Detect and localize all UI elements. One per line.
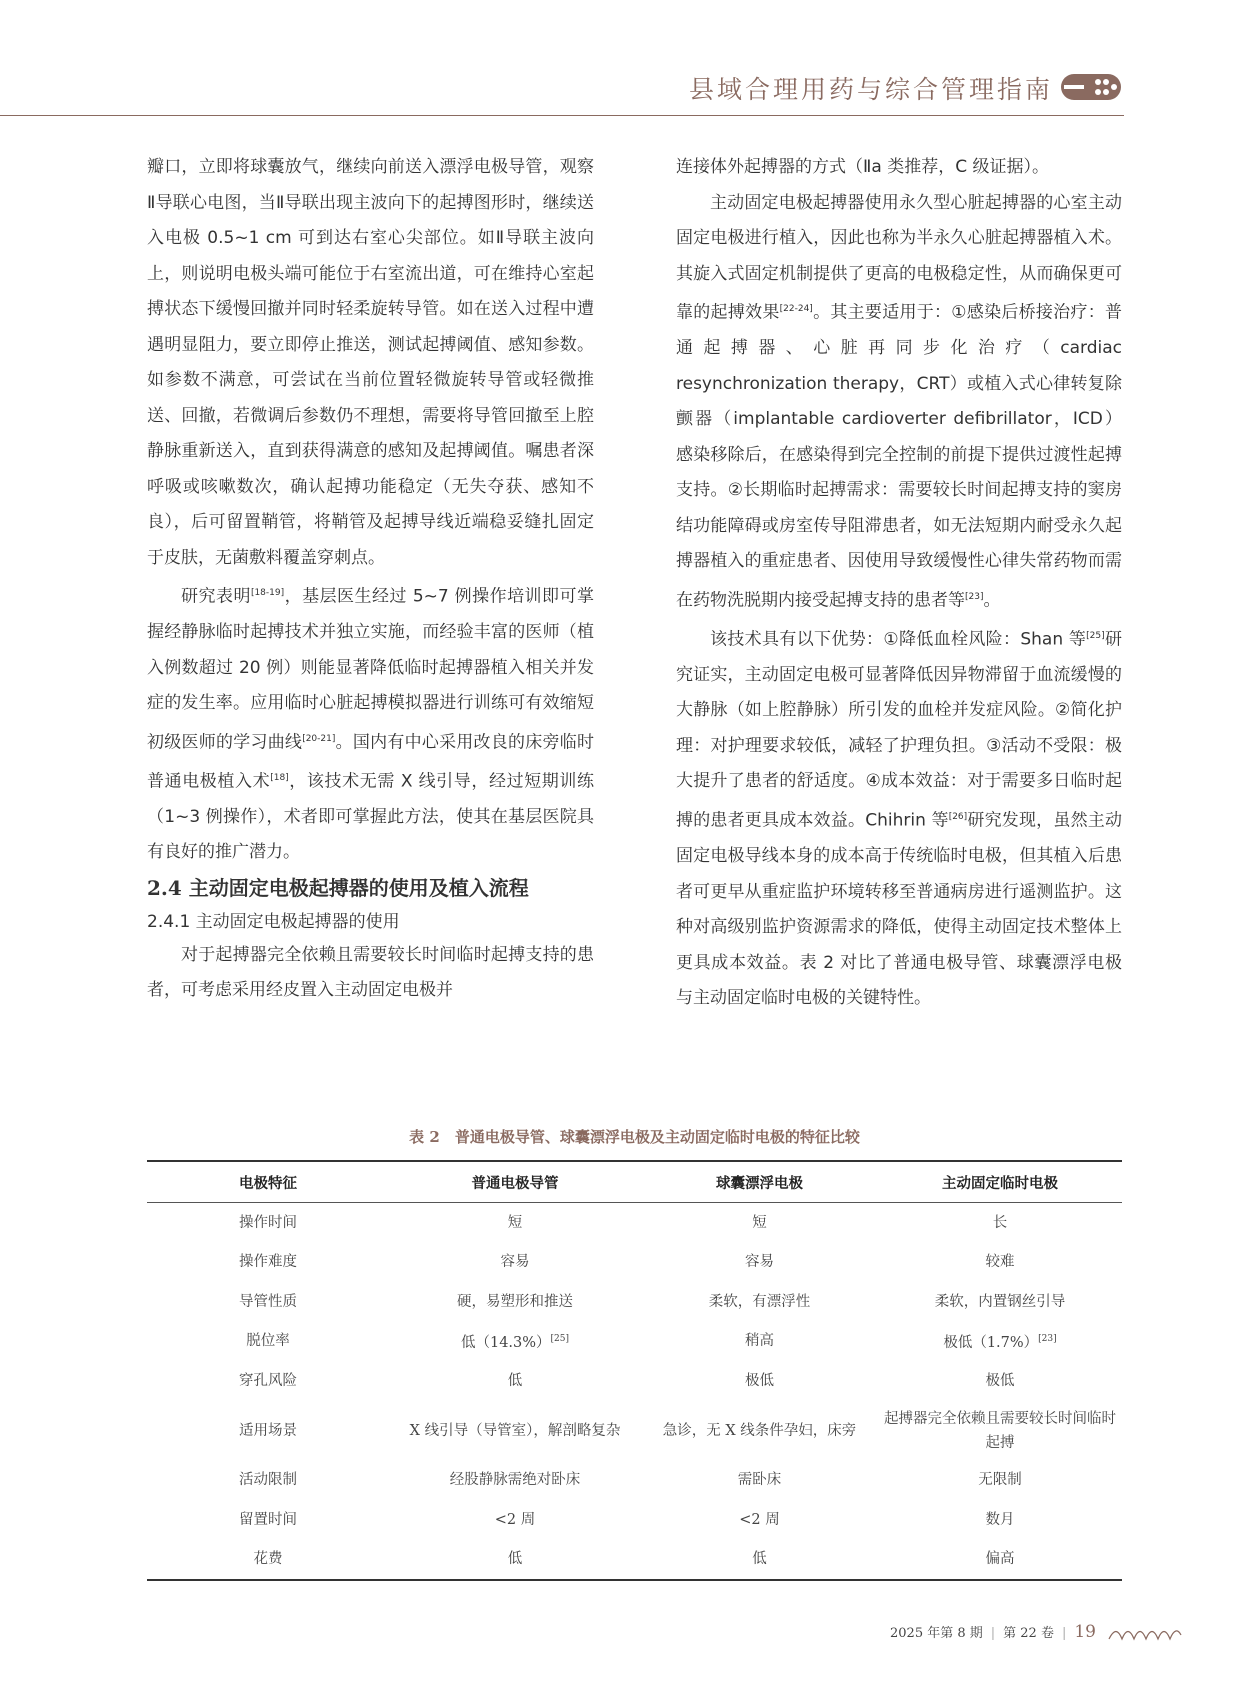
table-cell: 起搏器完全依赖且需要较长时间临时起搏 xyxy=(884,1410,1116,1451)
table-row xyxy=(147,1500,1122,1540)
wave-ornament-icon xyxy=(1108,1627,1182,1641)
citation: [23] xyxy=(1038,1334,1057,1345)
table-cell: 较难 xyxy=(985,1254,1015,1271)
table-cell: 操作时间 xyxy=(239,1214,297,1231)
table-cell: 极低 xyxy=(745,1372,774,1389)
comparison-table xyxy=(147,1160,1122,1581)
table-cell: 操作难度 xyxy=(239,1254,297,1271)
table-cell: 无限制 xyxy=(978,1472,1022,1489)
citation: [20-21] xyxy=(302,733,336,744)
table-row xyxy=(147,1203,1122,1243)
table-cell: 适用场景 xyxy=(239,1422,297,1439)
table-cell: 短 xyxy=(507,1214,523,1231)
table-cell: 脱位率 xyxy=(246,1333,290,1350)
volume-info: 第 22 卷 xyxy=(1003,1626,1054,1641)
table-cell: 长 xyxy=(992,1214,1008,1231)
paragraph: 瓣口，立即将球囊放气，继续向前送入漂浮电极导管，观察Ⅱ导联心电图，当Ⅱ导联出现主波向下的起搏图形时，继续送入电极 0.5~1 cm 可到达右室心尖部位。如Ⅱ导联主波向上，则说明电极头端可能位于右室流出道，可在维持心室起搏状态下缓慢回撤并同时轻柔旋转导管。如在送入过程中遭遇明显阻力，要立即停止推送，测试起搏阈值、感知参数。如参数不满意，可尝试在当前位置轻微旋转导管或轻微推送、回撤，若微调后参数仍不理想，需要将导管回撤至上腔静脉重新送入，直到获得满意的感知及起搏阈值。嘱患者深呼吸或咳嗽数次，确认起搏功能稳定（无失夺获、感知不良），后可留置鞘管，将鞘管及起搏导线近端稳妥缝扎固定于皮肤，无菌敷料覆盖穿刺点。 xyxy=(147,157,594,568)
issue-info: 2025 年第 8 期 xyxy=(890,1626,983,1641)
citation: [18-19] xyxy=(250,588,285,598)
citation: [18] xyxy=(270,772,289,783)
table-cell: 低 xyxy=(752,1551,767,1568)
table-cell: 容易 xyxy=(500,1254,530,1271)
paragraph: 对于起搏器完全依赖且需要较长时间临时起搏支持的患者，可考虑采用经皮置入主动固定电极并 xyxy=(147,944,594,1001)
table-cell: 低 xyxy=(507,1372,523,1389)
table-row xyxy=(147,1282,1122,1322)
paragraph: 主动固定电极起搏器使用永久型心脏起搏器的心室主动固定电极进行植入，因此也称为半永久心脏起搏器植入术。其旋入式固定机制提供了更高的电极稳定性，从而确保更可靠的起搏效果[22-24]。其主要适用于：①感染后桥接治疗：普通起搏器、心脏再同步化治疗（cardiac resynchronization therapy，CRT）或植入式心律转复除颤器（implantable cardioverter defibrillator，ICD）感染移除后，在感染得到完全控制的前提下提供过渡性起搏支持。②长期临时起搏需求：需要较长时间起搏支持的窦房结功能障碍或房室传导阻滞患者，如无法短期内耐受永久起搏器植入的重症患者、因使用导致缓慢性心律失常药物而需在药物洗脱期内接受起搏支持的患者等[23]。 xyxy=(676,192,1122,611)
table-row xyxy=(147,1243,1122,1283)
table-cell: <2 周 xyxy=(739,1511,780,1528)
page-number: 19 xyxy=(1074,1622,1096,1642)
table-cell: 柔软，内置钢丝引导 xyxy=(934,1293,1066,1310)
citation: [25] xyxy=(550,1334,570,1345)
table-cell: <2 周 xyxy=(494,1511,536,1528)
page-footer: 2025 年第 8 期 | 第 22 卷 | 19 xyxy=(890,1622,1220,1642)
table-cell: 柔软，有漂浮性 xyxy=(708,1293,811,1310)
table-cell: 活动限制 xyxy=(239,1472,297,1489)
column-header: 球囊漂浮电极 xyxy=(641,1161,878,1203)
paragraph: 研究表明[18-19]，基层医生经过 5~7 例操作培训即可掌握经静脉临时起搏技术并独立实施，而经验丰富的医师（植入例数超过 20 例）则能显著降低临时起搏器植入相关并发症的发生率。应用临时心脏起搏模拟器进行训练可有效缩短初级医师的学习曲线[20-21]。国内有中心采用改良的床旁临时普通电极植入术[18]，该技术无需 X 线引导，经过短期训练（1~3 例操作），术者即可掌握此方法，使其在基层医院具有良好的推广潜力。 xyxy=(147,586,595,863)
citation: [23] xyxy=(965,591,984,602)
table-cell: 经股静脉需绝对卧床 xyxy=(449,1472,581,1489)
table-cell: 硬，易塑形和推送 xyxy=(457,1293,573,1310)
table-cell: 导管性质 xyxy=(239,1293,297,1310)
paragraph: 连接体外起搏器的方式（Ⅱa 类推荐，C 级证据）。 xyxy=(676,157,1049,177)
table-row xyxy=(147,1540,1122,1581)
table-cell: X 线引导（导管室），解剖略复杂 xyxy=(409,1422,621,1439)
table-row xyxy=(147,1401,1122,1461)
column-header: 普通电极导管 xyxy=(389,1161,641,1203)
section-heading: 2.4 主动固定电极起搏器的使用及植入流程 xyxy=(147,875,529,900)
table-cell: 数月 xyxy=(985,1511,1015,1528)
table-cell: 穿孔风险 xyxy=(239,1372,297,1389)
table-cell: 容易 xyxy=(745,1254,774,1271)
table-cell: 急诊，无 X 线条件孕妇，床旁 xyxy=(662,1422,857,1439)
table-cell: 短 xyxy=(752,1214,767,1231)
table-row xyxy=(147,1361,1122,1401)
left-column xyxy=(147,150,594,1009)
citation: [26] xyxy=(948,811,968,822)
table-row xyxy=(147,1322,1122,1362)
header-divider xyxy=(0,115,1124,116)
citation: [22-24] xyxy=(779,304,813,314)
paragraph: 该技术具有以下优势：①降低血栓风险：Shan 等[25]研究证实，主动固定电极可显著降低因异物滞留于血流缓慢的大静脉（如上腔静脉）所引发的血栓并发症风险。②简化护理：对护理要求较低，减轻了护理负担。③活动不受限：极大提升了患者的舒适度。④成本效益：对于需要多日临时起搏的患者更具成本效益。Chihrin 等[26]研究发现，虽然主动固定电极导线本身的成本高于传统临时电极，但其植入后患者可更早从重症监护环境转移至普通病房进行遥测监护。这种对高级别监护资源需求的降低，使得主动固定技术整体上更具成本效益。表 2 对比了普通电极导管、球囊漂浮电极与主动固定临时电极的关键特性。 xyxy=(676,629,1122,1009)
table-cell: 花费 xyxy=(253,1551,283,1568)
right-column xyxy=(676,150,1122,1017)
table-row xyxy=(147,1461,1122,1501)
subsection-heading: 2.4.1 主动固定电极起搏器的使用 xyxy=(147,911,400,932)
table-caption: 表 2 普通电极导管、球囊漂浮电极及主动固定临时电极的特征比较 xyxy=(409,1128,860,1146)
table-cell: 低（14.3%）[25] xyxy=(460,1334,570,1352)
table-cell: 极低（1.7%）[23] xyxy=(943,1334,1057,1352)
table-cell: 留置时间 xyxy=(239,1511,297,1528)
table-cell: 低 xyxy=(507,1551,523,1568)
table-cell: 偏高 xyxy=(985,1551,1015,1568)
journal-title: 县域合理用药与综合管理指南 xyxy=(688,75,1053,104)
table-cell: 极低 xyxy=(985,1372,1015,1389)
table-header-row xyxy=(147,1161,1122,1203)
column-header: 主动固定临时电极 xyxy=(878,1161,1122,1203)
table-cell: 需卧床 xyxy=(737,1472,782,1489)
column-header: 电极特征 xyxy=(147,1161,389,1203)
citation: [25] xyxy=(1086,630,1105,641)
journal-logo-icon xyxy=(1060,70,1122,104)
table-cell: 稍高 xyxy=(745,1333,774,1350)
